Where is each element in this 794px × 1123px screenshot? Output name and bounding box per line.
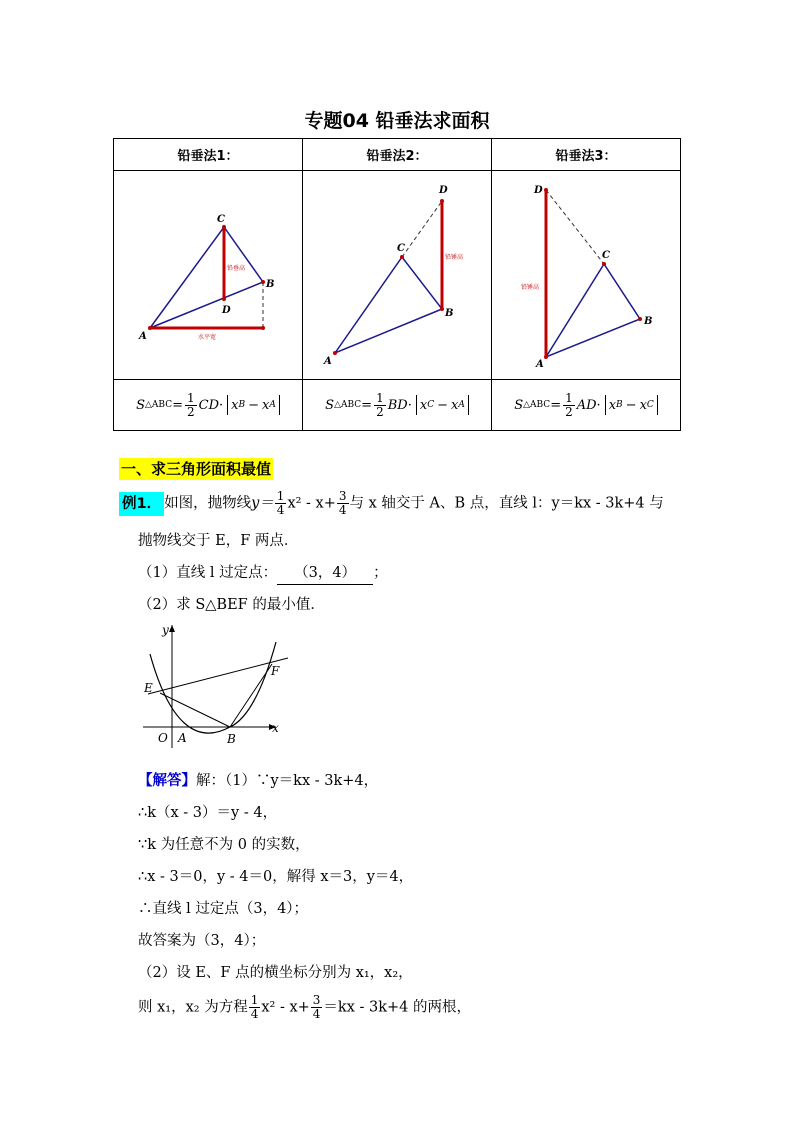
method-2-header: 铅垂法2： bbox=[303, 139, 492, 171]
method-2-formula-cell bbox=[303, 380, 492, 431]
label-d: D bbox=[439, 185, 448, 196]
solution-line-3: ∵k 为任意不为 0 的实数， bbox=[138, 837, 310, 853]
vertical-height-label: 铅锤高 bbox=[445, 254, 464, 261]
solution-line-7: （2）设 E、F 点的横坐标分别为 x₁，x₂， bbox=[138, 965, 413, 981]
question-2: （2）求 S△BEF 的最小值． bbox=[138, 597, 325, 613]
example-label: 例1． bbox=[119, 492, 164, 516]
triangle-abc bbox=[546, 264, 640, 357]
solution-line-8: 则 x₁，x₂ 为方程 $\frac{1}{4}$ x² - x+ $\frac{3}{4}$ ＝kx - 3k+4 的两根， bbox=[138, 993, 471, 1021]
label-d: D bbox=[222, 305, 231, 316]
method-2-figure-cell bbox=[303, 171, 492, 380]
dashed-extension-line bbox=[402, 201, 442, 257]
label-a: A bbox=[324, 356, 332, 367]
example-intro-line-2: 抛物线交于 E，F 两点． bbox=[138, 533, 299, 549]
label-c: C bbox=[397, 243, 405, 254]
solution-line-1: 【解答】解：（1）∵y＝kx - 3k+4， bbox=[138, 772, 379, 789]
point-f-label: F bbox=[271, 664, 280, 678]
method-1-formula-cell bbox=[114, 380, 303, 431]
solution-label: 【解答】 bbox=[138, 772, 196, 789]
segment-bf bbox=[230, 664, 272, 727]
x-axis-label: x bbox=[272, 721, 279, 735]
point-a-label: A bbox=[178, 731, 187, 745]
origin-label: O bbox=[158, 731, 168, 745]
solution-line-2: ∴k（x - 3）＝y - 4， bbox=[138, 805, 278, 821]
question-1-answer-blank: （3，4） bbox=[277, 562, 373, 585]
method-2-figure bbox=[303, 171, 491, 379]
method-1-figure bbox=[114, 171, 302, 379]
label-b: B bbox=[445, 308, 454, 319]
example-intro-line: 例1． 如图，抛物线y＝ $\frac{1}{4}$ x² - x+ $\frac{3}{4}$ 与 x 轴交于 A、B 点，直线 l：y＝kx - 3k+4 与 bbox=[119, 490, 664, 517]
solution-line-5: ∴直线 l 过定点（3，4）； bbox=[138, 901, 309, 917]
page-title: 专题04 铅垂法求面积 bbox=[304, 110, 490, 132]
method-3-header: 铅垂法3： bbox=[492, 139, 681, 171]
question-1: （1）直线 l 过定点： （3，4） ； bbox=[138, 562, 388, 585]
point-b-label: B bbox=[227, 732, 236, 746]
point-e-label: E bbox=[144, 681, 153, 695]
label-a: A bbox=[536, 359, 544, 370]
method-1-formula: S △ABC = $\frac{1}{2}$ CD · x B − x A bbox=[136, 392, 280, 419]
label-b: B bbox=[644, 316, 653, 327]
dashed-extension-line bbox=[546, 190, 604, 264]
section-heading: 一、求三角形面积最值 bbox=[121, 460, 272, 478]
triangle-abc bbox=[335, 257, 442, 353]
method-2-formula: S △ABC = $\frac{1}{2}$ BD · x C − x A bbox=[325, 392, 469, 419]
label-d: D bbox=[534, 185, 543, 196]
triangle-abc bbox=[150, 227, 263, 328]
method-3-figure-cell bbox=[492, 171, 681, 380]
method-1-header: 铅垂法1： bbox=[114, 139, 303, 171]
method-1-figure-cell bbox=[114, 171, 303, 380]
solution-line-4: ∴x - 3＝0，y - 4＝0，解得 x＝3，y＝4， bbox=[138, 869, 414, 885]
method-3-formula-cell bbox=[492, 380, 681, 431]
label-c: C bbox=[217, 214, 225, 225]
vertical-height-label: 铅垂高 bbox=[227, 265, 246, 272]
line-l bbox=[148, 658, 288, 694]
parabola-curve bbox=[150, 642, 276, 733]
methods-table bbox=[113, 138, 681, 431]
method-3-formula: S △ABC = $\frac{1}{2}$ AD · x B − x C bbox=[514, 392, 658, 419]
label-a: A bbox=[139, 331, 147, 342]
horizontal-width-label: 水平宽 bbox=[198, 334, 217, 341]
label-c: C bbox=[602, 250, 610, 261]
y-axis-label: y bbox=[162, 623, 169, 637]
parabola-graph bbox=[138, 620, 298, 750]
segment-be bbox=[160, 693, 230, 727]
solution-line-6: 故答案为（3，4）； bbox=[138, 933, 266, 949]
vertical-height-label: 铅锤高 bbox=[521, 284, 540, 291]
label-b: B bbox=[266, 279, 275, 290]
method-3-figure bbox=[492, 171, 680, 379]
